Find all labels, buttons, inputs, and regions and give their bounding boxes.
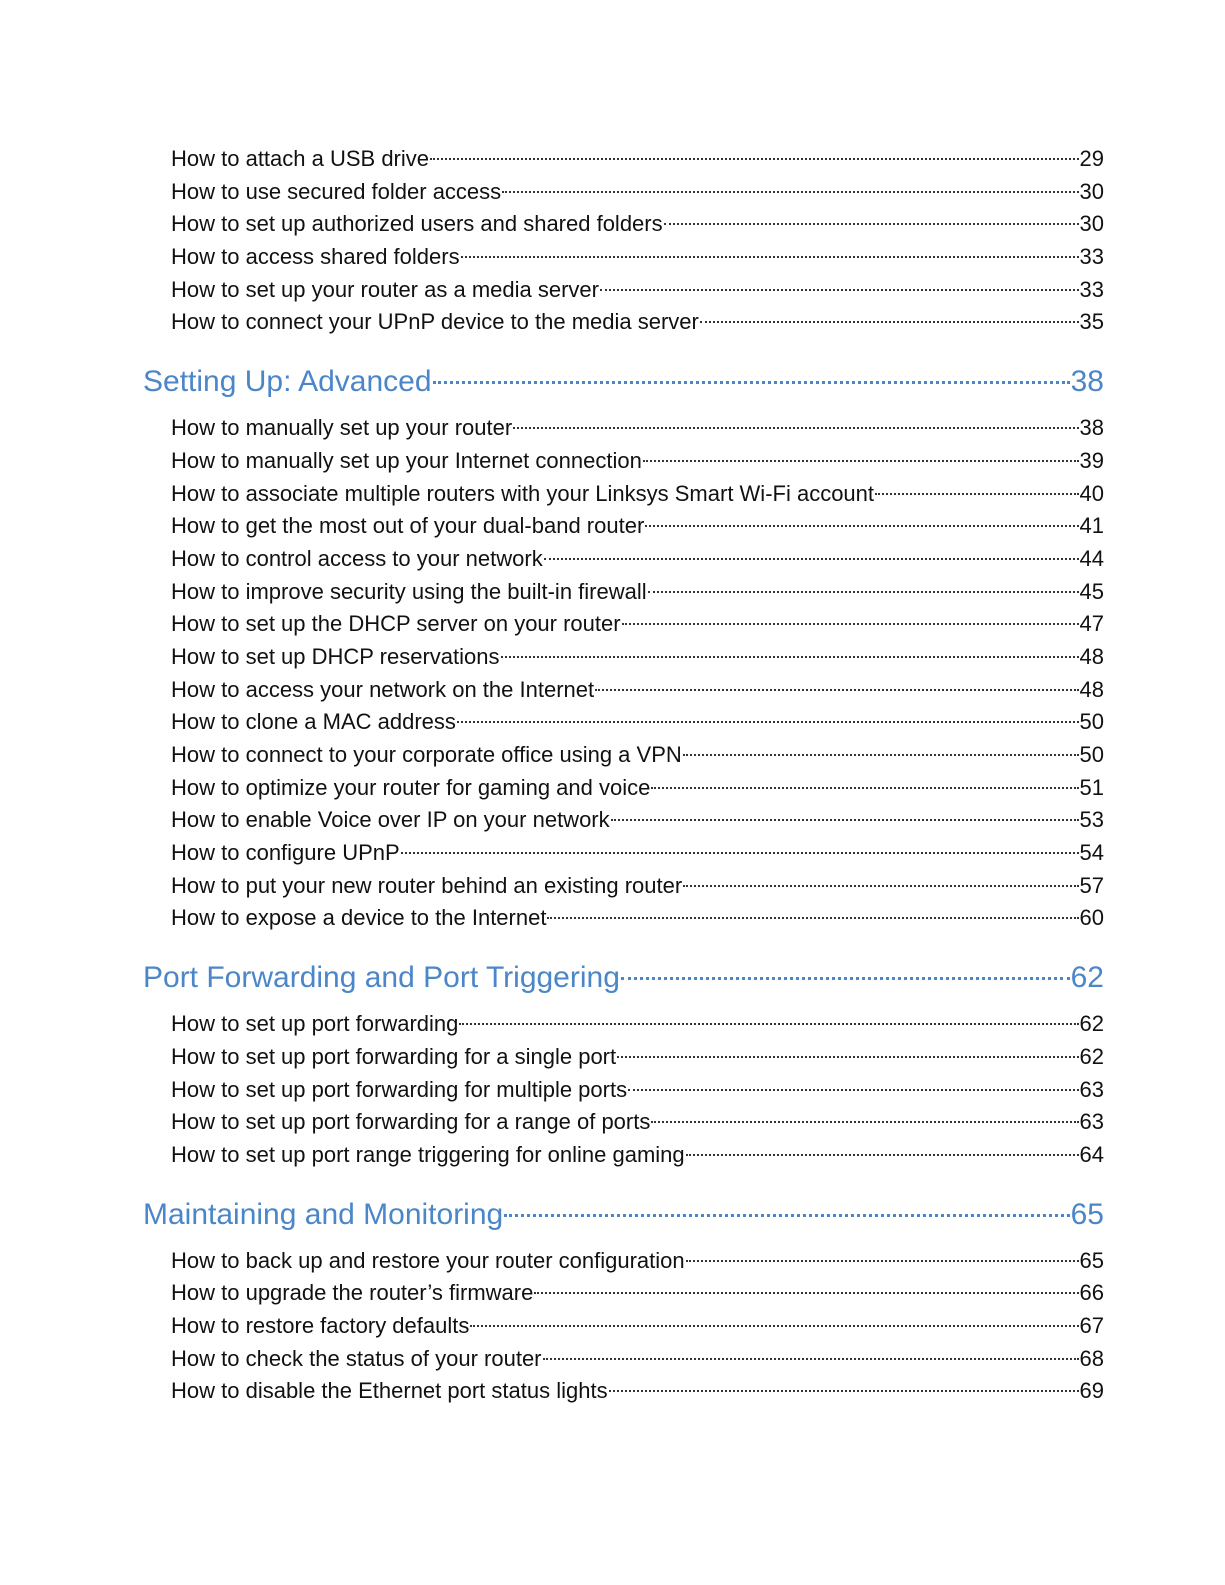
section-page: 65 bbox=[1070, 1197, 1104, 1231]
toc-entry-page: 41 bbox=[1079, 513, 1104, 539]
toc-entry-page: 68 bbox=[1079, 1345, 1104, 1371]
toc-entry-page: 57 bbox=[1079, 872, 1104, 898]
toc-entry-title: How to configure UPnP bbox=[171, 840, 400, 866]
toc-entry-title: How to get the most out of your dual-band router bbox=[171, 513, 645, 539]
toc-entry[interactable] bbox=[143, 608, 1104, 641]
dot-leader bbox=[534, 1292, 1078, 1294]
toc-entry-page: 50 bbox=[1079, 709, 1104, 735]
toc-entry-page: 62 bbox=[1079, 1043, 1104, 1069]
toc-entry[interactable] bbox=[143, 1277, 1104, 1310]
dot-leader bbox=[617, 1056, 1078, 1058]
toc-entry-title: How to associate multiple routers with your Linksys Smart Wi-Fi account bbox=[171, 480, 875, 506]
dot-leader bbox=[621, 977, 1070, 980]
toc-entry-title: How to set up port forwarding for a single port bbox=[171, 1043, 617, 1069]
toc-entry[interactable] bbox=[143, 870, 1104, 903]
section-title: Port Forwarding and Port Triggering bbox=[143, 961, 620, 995]
toc-entry-title: How to manually set up your router bbox=[171, 415, 513, 441]
dot-leader bbox=[628, 1089, 1078, 1091]
dot-leader bbox=[600, 289, 1079, 291]
section-page: 62 bbox=[1070, 961, 1104, 995]
toc-entry[interactable] bbox=[143, 674, 1104, 707]
toc-entry[interactable] bbox=[143, 1074, 1104, 1107]
dot-leader bbox=[664, 223, 1079, 225]
toc-entry-title: How to back up and restore your router configuration bbox=[171, 1247, 685, 1273]
toc-entry[interactable] bbox=[143, 576, 1104, 609]
toc-entry-page: 47 bbox=[1079, 611, 1104, 637]
toc-entry-page: 45 bbox=[1079, 578, 1104, 604]
toc-entry-title: How to expose a device to the Internet bbox=[171, 905, 547, 931]
toc-entry[interactable] bbox=[143, 739, 1104, 772]
toc-entry-title: How to clone a MAC address bbox=[171, 709, 456, 735]
toc-entry[interactable] bbox=[143, 208, 1104, 241]
section-entry-list bbox=[143, 1008, 1104, 1171]
dot-leader bbox=[686, 1260, 1079, 1262]
toc-entry-title: How to connect to your corporate office using a VPN bbox=[171, 742, 682, 767]
toc-entry-title: How to enable Voice over IP on your network bbox=[171, 807, 610, 833]
toc-entry-page: 60 bbox=[1079, 905, 1104, 931]
dot-leader bbox=[401, 852, 1079, 854]
toc-entry-page: 40 bbox=[1079, 480, 1104, 506]
dot-leader bbox=[683, 885, 1078, 887]
toc-entry-title: How to manually set up your Internet connection bbox=[171, 447, 642, 473]
dot-leader bbox=[686, 1154, 1079, 1156]
dot-leader bbox=[430, 158, 1079, 160]
toc-entry-page: 30 bbox=[1079, 211, 1104, 237]
dot-leader bbox=[457, 721, 1079, 723]
toc-entry-title: How to control access to your network bbox=[171, 545, 543, 571]
section-heading-setting-up-advanced[interactable] bbox=[143, 362, 1104, 402]
dot-leader bbox=[433, 381, 1070, 384]
section-page: 38 bbox=[1070, 365, 1104, 399]
toc-entry-page: 69 bbox=[1079, 1378, 1104, 1404]
toc-entry-page: 35 bbox=[1079, 309, 1104, 335]
toc-entry-page: 51 bbox=[1079, 774, 1104, 800]
toc-entry-title: How to optimize your router for gaming and voice bbox=[171, 774, 651, 800]
toc-entry[interactable] bbox=[143, 772, 1104, 805]
toc-entry-title: How to check the status of your router bbox=[171, 1345, 542, 1371]
toc-entry[interactable] bbox=[143, 1310, 1104, 1343]
toc-entry[interactable] bbox=[143, 804, 1104, 837]
toc-entry[interactable] bbox=[143, 1106, 1104, 1139]
toc-entry-title: How to set up port forwarding for a range of ports bbox=[171, 1109, 651, 1135]
toc-entry-page: 38 bbox=[1079, 415, 1104, 441]
toc-entry[interactable] bbox=[143, 1343, 1104, 1376]
toc-entry[interactable] bbox=[143, 1375, 1104, 1408]
dot-leader bbox=[544, 558, 1079, 560]
toc-entry[interactable] bbox=[143, 478, 1104, 511]
toc-entry-page: 53 bbox=[1079, 807, 1104, 833]
section-entry-list bbox=[143, 412, 1104, 935]
toc-entry-page: 67 bbox=[1079, 1312, 1104, 1338]
dot-leader bbox=[875, 493, 1079, 495]
section-heading-port-forwarding[interactable] bbox=[143, 958, 1104, 998]
toc-entry-page: 29 bbox=[1079, 146, 1104, 171]
dot-leader bbox=[683, 754, 1079, 756]
dot-leader bbox=[651, 1121, 1078, 1123]
toc-entry-page: 44 bbox=[1079, 545, 1104, 571]
toc-entry[interactable] bbox=[143, 274, 1104, 307]
dot-leader bbox=[459, 1023, 1078, 1025]
dot-leader bbox=[470, 1325, 1078, 1327]
dot-leader bbox=[622, 623, 1079, 625]
toc-entry-page: 54 bbox=[1079, 840, 1104, 866]
toc-entry[interactable] bbox=[143, 543, 1104, 576]
toc-entry[interactable] bbox=[143, 143, 1104, 176]
dot-leader bbox=[611, 819, 1079, 821]
dot-leader bbox=[595, 689, 1078, 691]
dot-leader bbox=[543, 1358, 1079, 1360]
toc-entry-title: How to disable the Ethernet port status lights bbox=[171, 1378, 608, 1404]
toc-entry[interactable] bbox=[143, 445, 1104, 478]
toc-entry[interactable] bbox=[143, 306, 1104, 339]
toc-entry[interactable] bbox=[143, 176, 1104, 209]
toc-entry-title: How to use secured folder access bbox=[171, 178, 502, 204]
intro-entry-list bbox=[143, 143, 1104, 339]
toc-entry[interactable] bbox=[143, 641, 1104, 674]
section-title: Setting Up: Advanced bbox=[143, 365, 432, 399]
dot-leader bbox=[502, 191, 1078, 193]
toc-entry-title: How to improve security using the built-in firewall bbox=[171, 578, 647, 604]
toc-entry[interactable] bbox=[143, 1008, 1104, 1041]
toc-entry-title: How to set up port forwarding for multiple ports bbox=[171, 1076, 628, 1102]
toc-entry-title: How to upgrade the router’s firmware bbox=[171, 1280, 534, 1306]
dot-leader bbox=[461, 256, 1079, 258]
toc-entry[interactable] bbox=[143, 1245, 1104, 1278]
toc-entry[interactable] bbox=[143, 1041, 1104, 1074]
toc-entry-title: How to set up DHCP reservations bbox=[171, 643, 500, 669]
toc-entry[interactable] bbox=[143, 412, 1104, 445]
dot-leader bbox=[651, 787, 1078, 789]
toc-entry-page: 63 bbox=[1079, 1109, 1104, 1135]
dot-leader bbox=[648, 591, 1079, 593]
toc-entry-title: How to access your network on the Internet bbox=[171, 676, 595, 702]
toc-entry[interactable] bbox=[143, 706, 1104, 739]
toc-entry-title: How to attach a USB drive bbox=[171, 146, 430, 171]
toc-entry-page: 64 bbox=[1079, 1141, 1104, 1167]
toc-entry-page: 48 bbox=[1079, 643, 1104, 669]
toc-entry-title: How to set up port forwarding bbox=[171, 1011, 459, 1037]
table-of-contents bbox=[143, 143, 1104, 1408]
toc-entry-title: How to restore factory defaults bbox=[171, 1312, 470, 1338]
toc-entry-page: 66 bbox=[1079, 1280, 1104, 1306]
toc-entry-page: 62 bbox=[1079, 1011, 1104, 1037]
toc-entry-page: 48 bbox=[1079, 676, 1104, 702]
dot-leader bbox=[547, 917, 1078, 919]
toc-entry[interactable] bbox=[143, 241, 1104, 274]
toc-entry-title: How to set up authorized users and shared folders bbox=[171, 211, 663, 237]
toc-entry-page: 30 bbox=[1079, 178, 1104, 204]
dot-leader bbox=[700, 321, 1079, 323]
section-title: Maintaining and Monitoring bbox=[143, 1197, 504, 1231]
toc-entry-page: 63 bbox=[1079, 1076, 1104, 1102]
dot-leader bbox=[501, 656, 1079, 658]
dot-leader bbox=[645, 525, 1078, 527]
toc-entry-title: How to put your new router behind an existing router bbox=[171, 872, 683, 898]
toc-entry[interactable] bbox=[143, 902, 1104, 935]
toc-entry[interactable] bbox=[143, 837, 1104, 870]
toc-entry-page: 33 bbox=[1079, 276, 1104, 302]
toc-entry[interactable] bbox=[143, 1139, 1104, 1172]
toc-entry[interactable] bbox=[143, 510, 1104, 543]
toc-entry-page: 39 bbox=[1079, 447, 1104, 473]
toc-entry-title: How to set up your router as a media server bbox=[171, 276, 599, 302]
dot-leader bbox=[643, 460, 1079, 462]
toc-entry-title: How to set up port range triggering for online gaming bbox=[171, 1141, 685, 1167]
toc-entry-title: How to connect your UPnP device to the media server bbox=[171, 309, 699, 335]
dot-leader bbox=[513, 427, 1078, 429]
toc-entry-page: 65 bbox=[1079, 1247, 1104, 1273]
toc-entry-page: 33 bbox=[1079, 244, 1104, 270]
toc-entry-title: How to access shared folders bbox=[171, 244, 460, 270]
toc-entry-page: 50 bbox=[1079, 742, 1104, 767]
dot-leader bbox=[609, 1390, 1079, 1392]
section-heading-maintaining-monitoring[interactable] bbox=[143, 1195, 1104, 1235]
section-entry-list bbox=[143, 1245, 1104, 1408]
dot-leader bbox=[504, 1214, 1069, 1217]
toc-entry-title: How to set up the DHCP server on your router bbox=[171, 611, 621, 637]
